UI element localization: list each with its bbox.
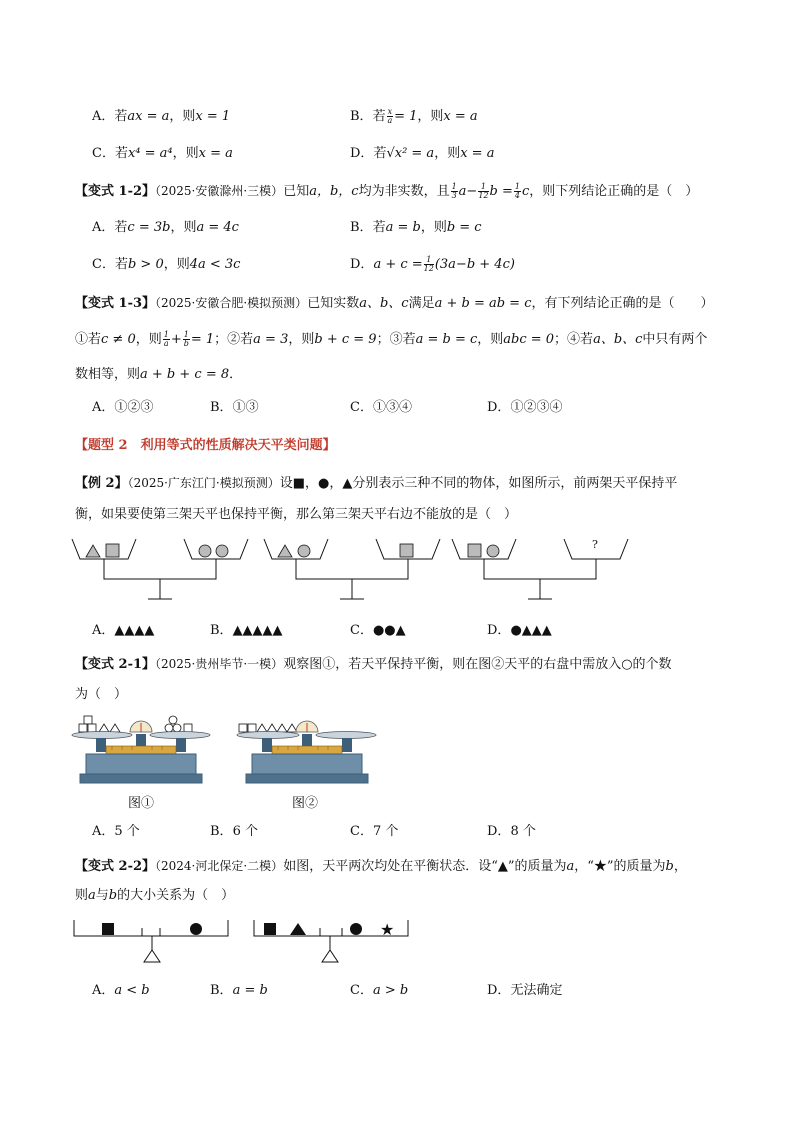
option-a: A．a < b [92,983,150,998]
option-c: C．①③④ [350,400,412,415]
option-d: D．8 个 [487,824,536,839]
option-d: D．无法确定 [487,983,563,998]
question-2-2: 【变式 2-2】（2024·河北保定·二模）如图，天平两次均处在平衡状态．设“▲”的质量为a，“★”的质量为b， [75,859,687,874]
option-b: B．a = b [210,983,268,998]
balance-figure-left [72,918,234,966]
section-title: 【题型 2 利用等式的性质解决天平类问题】 [75,438,336,453]
figure-1-caption: 图① [128,796,155,811]
scale-figure-1 [72,714,212,788]
option-c: C．7 个 [350,824,399,839]
option-b: B．▲▲▲▲▲ [210,623,283,638]
option-c: C．若x⁴ = a⁴，则x = a [92,146,233,161]
option-b: B．①③ [210,400,259,415]
question-mark: ? [592,538,598,551]
option-a: A．若ax = a，则x = 1 [92,109,231,124]
option-c: C．●●▲ [350,623,406,638]
option-d: D．若√x² = a，则x = a [350,146,495,161]
option-d: D．a + c = $\frac{1}{12}$ (3a−b + 4c) [350,255,515,273]
option-c: C．a > b [350,983,409,998]
balance-figure-3 [452,537,632,605]
question-2-1: 【变式 2-1】（2025·贵州毕节·一模）观察图①，若天平保持平衡，则在图②天平的右盘中需放入○的个数 [75,657,672,672]
example-2-line2: 衡，如果要使第三架天平也保持平衡，那么第三架天平右边不能放的是（ ） [75,507,518,522]
option-a: A．5 个 [92,824,140,839]
option-d: D．①②③④ [487,400,563,415]
question-1-2: 【变式 1-2】（2025·安徽滁州·三模）已知a，b，c均为非实数，且 $\frac{1}{3}$ a− $\frac{1}{12}$ b = $\frac{1}{4}$ c，则下列结论正确的是（ ） [75,182,699,200]
question-1-3: 【变式 1-3】（2025·安徽合肥·模拟预测）已知实数a、b、c满足a + b = ab = c，有下列结论正确的是（ ） [75,296,714,311]
question-1-3-line2: ①若c ≠ 0，则 $\frac{1}{a}$ + $\frac{1}{b}$ = 1；②若a = 3，则b + c = 9；③若a = b = c，则abc = 0；④若a、b、c中只有两个 [75,330,708,348]
option-a: A．若c = 3b，则a = 4c [92,220,239,235]
svg-text:★: ★ [380,920,395,939]
option-a: A．①②③ [92,400,154,415]
example-2: 【例 2】（2025·广东江门·模拟预测）设■，●，▲分别表示三种不同的物体，如图所示，前两架天平保持平 [75,476,678,491]
question-1-3-line3: 数相等，则a + b + c = 8． [75,367,243,382]
option-a: A．▲▲▲▲ [92,623,155,638]
question-2-1-line2: 为（ ） [75,687,128,702]
balance-figure-1 [72,537,252,605]
option-d: D．●▲▲▲ [487,623,552,638]
option-b: B．若a = b，则b = c [350,220,482,235]
scale-figure-2 [236,714,378,788]
option-c: C．若b > 0，则4a < 3c [92,257,241,272]
balance-figure-2 [264,537,444,605]
figure-2-caption: 图② [292,796,319,811]
balance-figure-right [252,918,414,966]
option-b: B．6 个 [210,824,258,839]
question-2-2-line2: 则a与b的大小关系为（ ） [75,888,235,903]
option-b: B．若 $\frac{x}{a}$ = 1，则x = a [350,107,478,125]
